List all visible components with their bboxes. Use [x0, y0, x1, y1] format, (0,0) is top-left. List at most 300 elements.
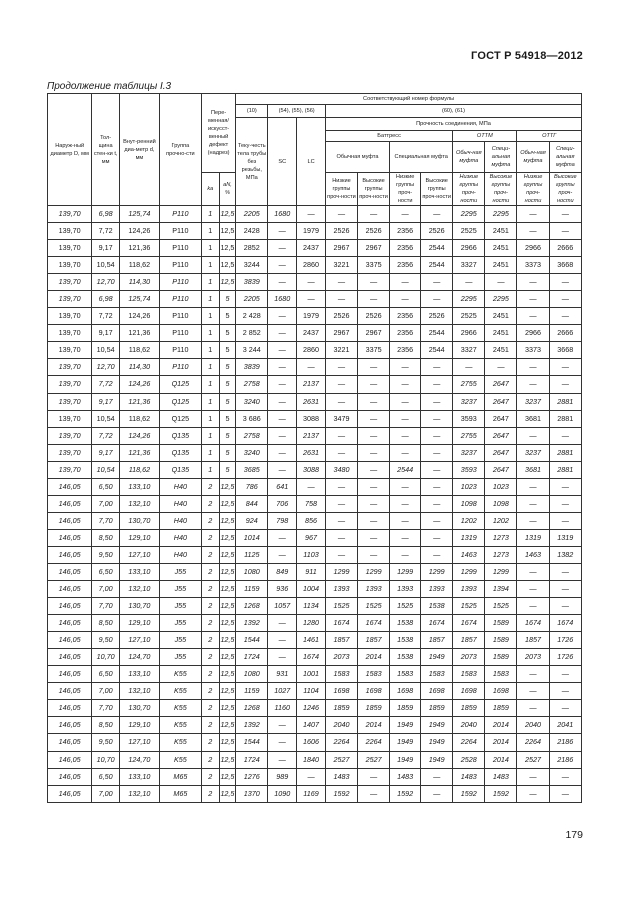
table-row — [48, 785, 582, 802]
table-cell: 1202 — [453, 512, 485, 529]
table-cell: 2451 — [485, 325, 517, 342]
table-cell: 849 — [268, 563, 297, 580]
table-cell: 1276 — [236, 768, 268, 785]
table-cell: 1674 — [517, 615, 549, 632]
table-cell: 1583 — [485, 666, 517, 683]
table-cell: 1299 — [421, 563, 453, 580]
table-cell: 2860 — [297, 342, 326, 359]
table-cell: 124,70 — [119, 649, 159, 666]
table-cell: — — [421, 512, 453, 529]
table-row — [48, 427, 582, 444]
table-cell: 1104 — [297, 683, 326, 700]
table-cell: 5 — [219, 410, 236, 427]
table-cell: — — [485, 359, 517, 376]
table-cell: 1 — [201, 240, 219, 257]
table-cell: P110 — [159, 240, 201, 257]
table-cell: 129,10 — [119, 615, 159, 632]
joint-strength-header: Прочность соединения, МПа — [325, 118, 581, 131]
table-cell: 2 — [201, 512, 219, 529]
table-cell: 2758 — [236, 427, 268, 444]
table-cell: 2437 — [297, 240, 326, 257]
buttress-normal-low: Низкие группы проч-ности — [325, 173, 357, 206]
table-cell: — — [325, 512, 357, 529]
table-cell: 121,36 — [119, 393, 159, 410]
table-cell: 1023 — [485, 478, 517, 495]
table-cell: 1273 — [485, 546, 517, 563]
buttress-special-coupling: Специальная муфта — [390, 142, 453, 173]
table-cell: 1280 — [297, 615, 326, 632]
formula-10: (10) — [236, 105, 268, 118]
table-cell: — — [421, 206, 453, 223]
table-cell: 139,70 — [48, 444, 92, 461]
table-cell: 121,36 — [119, 240, 159, 257]
table-cell: 2264 — [325, 734, 357, 751]
table-row — [48, 291, 582, 308]
table-cell: 1674 — [549, 615, 581, 632]
table-cell: — — [390, 291, 421, 308]
table-cell: 1023 — [453, 478, 485, 495]
table-cell: — — [325, 393, 357, 410]
table-cell: Q125 — [159, 376, 201, 393]
table-cell: 5 — [219, 444, 236, 461]
table-cell: Q135 — [159, 427, 201, 444]
table-cell: 118,62 — [119, 257, 159, 274]
table-cell: 2356 — [390, 240, 421, 257]
table-cell: 1103 — [297, 546, 326, 563]
table-cell: 6,98 — [92, 206, 120, 223]
table-cell: 2040 — [325, 717, 357, 734]
table-cell: 2525 — [453, 308, 485, 325]
table-row — [48, 717, 582, 734]
table-cell: — — [325, 529, 357, 546]
col-sc: SC — [268, 118, 297, 206]
table-cell: 5 — [219, 325, 236, 342]
table-row — [48, 649, 582, 666]
table-cell: 2526 — [325, 223, 357, 240]
table-cell: 3240 — [236, 444, 268, 461]
table-cell: 3839 — [236, 359, 268, 376]
table-cell: — — [517, 308, 549, 325]
table-cell: — — [297, 768, 326, 785]
table-cell: — — [549, 308, 581, 325]
table-cell: 1525 — [453, 598, 485, 615]
table-cell: — — [325, 495, 357, 512]
table-cell: 844 — [236, 495, 268, 512]
table-cell: 146,05 — [48, 683, 92, 700]
table-cell: 139,70 — [48, 291, 92, 308]
table-cell: — — [268, 615, 297, 632]
table-cell: 127,10 — [119, 734, 159, 751]
table-cell: 1859 — [421, 700, 453, 717]
table-cell: — — [325, 291, 357, 308]
table-cell: — — [549, 478, 581, 495]
table-cell: 130,70 — [119, 700, 159, 717]
table-row — [48, 768, 582, 785]
table-cell: 3088 — [297, 410, 326, 427]
table-cell: P110 — [159, 223, 201, 240]
table-cell: — — [268, 393, 297, 410]
table-cell: 2014 — [485, 734, 517, 751]
table-row — [48, 274, 582, 291]
table-cell: — — [325, 546, 357, 563]
table-cell: — — [549, 291, 581, 308]
table-cell: 12,5 — [219, 257, 236, 274]
table-cell: 2186 — [549, 734, 581, 751]
buttress-normal-coupling: Обычная муфта — [325, 142, 389, 173]
table-cell: 1525 — [390, 598, 421, 615]
table-cell: 7,00 — [92, 785, 120, 802]
table-cell: 5 — [219, 427, 236, 444]
table-cell: 2014 — [485, 717, 517, 734]
table-cell: 1001 — [297, 666, 326, 683]
table-cell: 1 — [201, 342, 219, 359]
col-ka: ka — [201, 173, 219, 206]
table-cell: 6,98 — [92, 291, 120, 308]
table-cell: 706 — [268, 495, 297, 512]
table-cell: 2647 — [485, 376, 517, 393]
table-cell: 1463 — [517, 546, 549, 563]
table-cell: — — [421, 427, 453, 444]
table-cell: 12,5 — [219, 649, 236, 666]
table-cell: 2 — [201, 495, 219, 512]
table-cell: — — [517, 291, 549, 308]
table-cell: — — [358, 529, 390, 546]
table-cell: 2 — [201, 751, 219, 768]
table-cell: 1027 — [268, 683, 297, 700]
table-cell: 2647 — [485, 427, 517, 444]
table-cell: 2356 — [390, 308, 421, 325]
buttress-normal-high: Высокие группы проч-ности — [358, 173, 390, 206]
table-cell: 2073 — [453, 649, 485, 666]
table-cell: — — [268, 649, 297, 666]
table-cell: 2526 — [421, 308, 453, 325]
table-cell: 9,17 — [92, 393, 120, 410]
table-cell: 1483 — [453, 768, 485, 785]
table-cell: 127,10 — [119, 546, 159, 563]
table-cell: 146,05 — [48, 581, 92, 598]
table-cell: — — [421, 444, 453, 461]
table-cell: 12,5 — [219, 240, 236, 257]
table-cell: 3685 — [236, 461, 268, 478]
table-cell: — — [325, 376, 357, 393]
table-cell: 1583 — [453, 666, 485, 683]
table-cell: 1393 — [453, 581, 485, 598]
table-cell: 3088 — [297, 461, 326, 478]
table-cell: 146,05 — [48, 529, 92, 546]
table-cell: 1 — [201, 223, 219, 240]
table-cell: — — [358, 291, 390, 308]
table-row — [48, 325, 582, 342]
table-cell: — — [390, 444, 421, 461]
table-cell: — — [390, 512, 421, 529]
table-cell: 7,70 — [92, 512, 120, 529]
table-cell: 9,17 — [92, 325, 120, 342]
table-cell: 2 — [201, 700, 219, 717]
table-cell: 2967 — [358, 325, 390, 342]
table-cell: Q135 — [159, 444, 201, 461]
table-cell: — — [268, 257, 297, 274]
table-row — [48, 546, 582, 563]
table-cell: 12,5 — [219, 563, 236, 580]
table-cell: 7,72 — [92, 223, 120, 240]
table-cell: 1698 — [453, 683, 485, 700]
table-cell: — — [358, 512, 390, 529]
table-caption: Продолжение таблицы I.3 — [47, 81, 172, 92]
table-cell: 1014 — [236, 529, 268, 546]
table-cell: 2186 — [549, 751, 581, 768]
table-cell: — — [517, 274, 549, 291]
table-cell: — — [421, 376, 453, 393]
table-cell: 2544 — [421, 240, 453, 257]
table-cell: 133,10 — [119, 563, 159, 580]
table-cell: 146,05 — [48, 598, 92, 615]
col-body-yield: Теку-честь тела трубы без резьбы, МПа — [236, 118, 268, 206]
table-cell: 2860 — [297, 257, 326, 274]
table-cell: 12,5 — [219, 529, 236, 546]
table-cell: 1393 — [421, 581, 453, 598]
table-cell: 2 — [201, 768, 219, 785]
table-cell: 2041 — [549, 717, 581, 734]
table-cell: — — [358, 393, 390, 410]
table-cell: 2 — [201, 666, 219, 683]
table-cell: 1080 — [236, 563, 268, 580]
table-cell: 139,70 — [48, 240, 92, 257]
table-cell: 8,50 — [92, 529, 120, 546]
table-cell: — — [549, 563, 581, 580]
table-cell: — — [390, 427, 421, 444]
table-cell: 2966 — [453, 240, 485, 257]
table-cell: — — [297, 274, 326, 291]
table-cell: 118,62 — [119, 410, 159, 427]
table-cell: 2 — [201, 785, 219, 802]
table-cell: 2755 — [453, 376, 485, 393]
table-cell: 2544 — [421, 325, 453, 342]
table-cell: 1857 — [453, 632, 485, 649]
table-cell: 641 — [268, 478, 297, 495]
table-cell: 129,10 — [119, 529, 159, 546]
table-cell: — — [549, 427, 581, 444]
table-cell: 911 — [297, 563, 326, 580]
table-body — [48, 206, 582, 803]
table-row — [48, 393, 582, 410]
table-cell: 3 244 — [236, 342, 268, 359]
table-cell: 146,05 — [48, 546, 92, 563]
table-cell: 3 686 — [236, 410, 268, 427]
table-cell: P110 — [159, 206, 201, 223]
table-cell: — — [268, 461, 297, 478]
table-cell: 1370 — [236, 785, 268, 802]
table-cell: 2437 — [297, 325, 326, 342]
table-cell: — — [268, 546, 297, 563]
table-cell: 1698 — [358, 683, 390, 700]
table-cell: — — [268, 444, 297, 461]
table-cell: 5 — [219, 461, 236, 478]
table-cell: 2014 — [358, 717, 390, 734]
table-cell: 1674 — [325, 615, 357, 632]
table-cell: 1525 — [358, 598, 390, 615]
table-cell: — — [549, 598, 581, 615]
table-cell: 1698 — [325, 683, 357, 700]
table-cell: 3593 — [453, 410, 485, 427]
table-cell: 2758 — [236, 376, 268, 393]
table-cell: 1606 — [297, 734, 326, 751]
table-cell: 2526 — [358, 308, 390, 325]
table-cell: 2451 — [485, 308, 517, 325]
table-cell: K55 — [159, 700, 201, 717]
table-cell: 7,72 — [92, 308, 120, 325]
table-cell: — — [549, 274, 581, 291]
table-cell: 1544 — [236, 734, 268, 751]
table-cell: 2356 — [390, 223, 421, 240]
table-cell: 1483 — [485, 768, 517, 785]
table-cell: 1859 — [358, 700, 390, 717]
table-cell: 5 — [219, 376, 236, 393]
table-cell: — — [358, 461, 390, 478]
table-cell: — — [358, 376, 390, 393]
table-row — [48, 700, 582, 717]
table-cell: — — [517, 700, 549, 717]
table-cell: — — [517, 683, 549, 700]
table-cell: 1463 — [453, 546, 485, 563]
table-cell: M65 — [159, 785, 201, 802]
col-inner-diameter: Внут-ренний диа-метр d, мм — [119, 94, 159, 206]
table-cell: 3668 — [549, 257, 581, 274]
table-cell: 7,00 — [92, 581, 120, 598]
table-cell: 2040 — [453, 717, 485, 734]
col-an: aN, % — [219, 173, 236, 206]
table-cell: 2526 — [325, 308, 357, 325]
table-cell: — — [358, 444, 390, 461]
table-row — [48, 529, 582, 546]
table-cell: 146,05 — [48, 495, 92, 512]
table-cell: 5 — [219, 291, 236, 308]
table-cell: — — [549, 512, 581, 529]
table-cell: 139,70 — [48, 376, 92, 393]
table-cell: 1090 — [268, 785, 297, 802]
table-cell: 146,05 — [48, 649, 92, 666]
table-cell: — — [421, 785, 453, 802]
table-cell: 1859 — [485, 700, 517, 717]
table-cell: — — [390, 206, 421, 223]
table-row — [48, 581, 582, 598]
table-cell: 146,05 — [48, 478, 92, 495]
table-row — [48, 751, 582, 768]
table-cell: 124,26 — [119, 223, 159, 240]
table-cell: — — [421, 274, 453, 291]
table-cell: 3373 — [517, 257, 549, 274]
table-cell: 146,05 — [48, 700, 92, 717]
strength-table — [47, 93, 582, 803]
table-cell: K55 — [159, 734, 201, 751]
table-cell: 2966 — [517, 240, 549, 257]
table-cell: 2428 — [236, 223, 268, 240]
col-wall-thickness: Тол-щина стен-ки t, мм — [92, 94, 120, 206]
table-cell: 1268 — [236, 700, 268, 717]
table-cell: 124,26 — [119, 308, 159, 325]
table-cell: 1 — [201, 393, 219, 410]
table-cell: — — [549, 666, 581, 683]
table-row — [48, 410, 582, 427]
table-cell: 127,10 — [119, 632, 159, 649]
table-cell: 139,70 — [48, 274, 92, 291]
table-cell: 2 — [201, 632, 219, 649]
table-cell: 10,54 — [92, 257, 120, 274]
table-cell: 2356 — [390, 257, 421, 274]
table-cell: — — [485, 274, 517, 291]
table-cell: — — [421, 410, 453, 427]
table-cell: 2356 — [390, 325, 421, 342]
table-cell: 139,70 — [48, 325, 92, 342]
table-cell: 9,17 — [92, 240, 120, 257]
table-cell: 10,54 — [92, 461, 120, 478]
table-cell: 12,5 — [219, 546, 236, 563]
table-cell: 1949 — [390, 751, 421, 768]
table-cell: 2544 — [390, 461, 421, 478]
table-row — [48, 376, 582, 393]
table-cell: — — [549, 206, 581, 223]
table-cell: 2 — [201, 683, 219, 700]
table-cell: J55 — [159, 598, 201, 615]
table-cell: — — [390, 529, 421, 546]
table-cell: 2205 — [236, 206, 268, 223]
table-cell: 1098 — [453, 495, 485, 512]
table-cell: 1859 — [390, 700, 421, 717]
table-cell: — — [421, 291, 453, 308]
table-cell: 3681 — [517, 410, 549, 427]
table-cell: 2544 — [421, 257, 453, 274]
table-cell: 146,05 — [48, 717, 92, 734]
table-cell: 1 — [201, 461, 219, 478]
table-cell: 3668 — [549, 342, 581, 359]
table-cell: K55 — [159, 683, 201, 700]
ottm-low: Низкие группы проч-ности — [453, 173, 485, 206]
table-cell: Q135 — [159, 461, 201, 478]
table-cell: 130,70 — [119, 512, 159, 529]
table-cell: 12,70 — [92, 274, 120, 291]
table-cell: 1273 — [485, 529, 517, 546]
table-cell: — — [517, 581, 549, 598]
table-cell: H40 — [159, 529, 201, 546]
table-cell: 1392 — [236, 615, 268, 632]
table-cell: 1 — [201, 427, 219, 444]
table-cell: 2647 — [485, 444, 517, 461]
table-cell: 1 — [201, 257, 219, 274]
table-cell: 139,70 — [48, 359, 92, 376]
table-cell: 7,70 — [92, 598, 120, 615]
table-cell: — — [517, 427, 549, 444]
buttress-special-low: Низкие группы проч-ности — [390, 173, 421, 206]
table-cell: — — [549, 700, 581, 717]
table-cell: 3681 — [517, 461, 549, 478]
ottg-high: Высокие группы проч-ности — [549, 173, 581, 206]
table-cell: 2205 — [236, 291, 268, 308]
table-cell: 924 — [236, 512, 268, 529]
table-cell: 146,05 — [48, 512, 92, 529]
table-row — [48, 342, 582, 359]
table-cell: — — [358, 206, 390, 223]
table-row — [48, 359, 582, 376]
table-cell: 1674 — [453, 615, 485, 632]
table-cell: 1698 — [390, 683, 421, 700]
table-cell: K55 — [159, 717, 201, 734]
table-cell: 2967 — [358, 240, 390, 257]
table-cell: 124,26 — [119, 376, 159, 393]
table-cell: 2527 — [517, 751, 549, 768]
table-cell: 2 852 — [236, 325, 268, 342]
table-cell: 931 — [268, 666, 297, 683]
table-cell: — — [421, 393, 453, 410]
table-row — [48, 512, 582, 529]
